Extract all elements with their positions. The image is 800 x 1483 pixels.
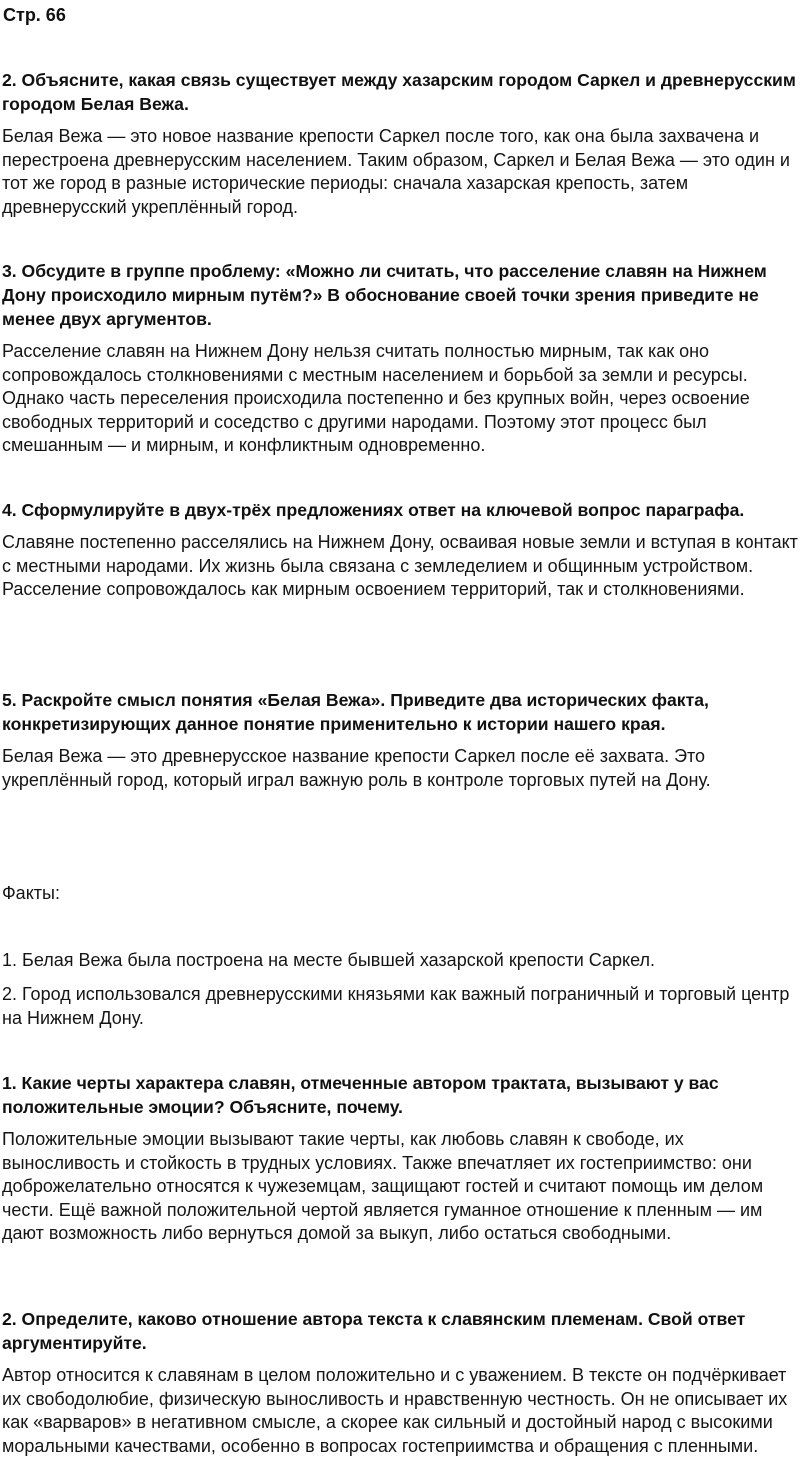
fact-item-1: 1. Белая Вежа была построена на месте бывшей хазарской крепости Саркел.	[2, 950, 656, 970]
question-heading: 2. Определите, каково отношение автора текста к славянским племенам. Свой ответ аргументируйте.	[2, 1309, 746, 1353]
question-heading: 5. Раскройте смысл понятия «Белая Вежа». Приведите два исторических факта, конкретизирующих данное понятие применительно к истории нашего края.	[2, 690, 709, 734]
answer-text: Белая Вежа — это древнерусское название крепости Саркел после её захвата. Это укреплённый город, который играл важную роль в контроле торговых путей на Дону.	[2, 746, 711, 790]
qa-block-sarkel	[2, 68, 798, 219]
qa-block-author-attitude	[2, 1307, 798, 1458]
answer-text: Автор относится к славянам в целом положительно и с уважением. В тексте он подчёркивает их свободолюбие, физическую выносливость и нравственную честность. Он не описывает их как «варваров» в негативном смысле, а скорее как сильный и достойный народ с высокими моральными качествами, особенно в вопросах гостеприимства и обращения с пленными.	[2, 1365, 788, 1456]
answer-text: Положительные эмоции вызывают такие черты, как любовь славян к свободе, их выносливость и стойкость в трудных условиях. Также впечатляет их гостеприимство: они доброжелательно относятся к чужеземцам, защищают гостей и считают помощь им делом чести. Ещё важной положительной чертой является гуманное отношение к пленным — им дают возможность либо вернуться домой за выкуп, либо остаться свободными.	[2, 1129, 764, 1244]
facts-heading: Факты:	[2, 883, 60, 903]
question-heading: 3. Обсудите в группе проблему: «Можно ли считать, что расселение славян на Нижнем Дону происходило мирным путём?» В обоснование своей точки зрения приведите не менее двух аргументов.	[2, 261, 767, 329]
question-heading: 2. Объясните, какая связь существует между хазарским городом Саркел и древнерусским городом Белая Вежа.	[2, 70, 796, 114]
answer-text: Славяне постепенно расселялись на Нижнем Дону, осваивая новые земли и вступая в контакт с местными народами. Их жизнь была связана с земледелием и общинным устройством. Расселение сопровождалось как мирным освоением территорий, так и столкновениями.	[2, 532, 798, 600]
answer-text: Расселение славян на Нижнем Дону нельзя считать полностью мирным, так как оно сопровождалось столкновениями с местным населением и борьбой за земли и ресурсы. Однако часть переселения происходила постепенно и без крупных войн, через освоение свободных территорий и соседство с другими народами. Поэтому этот процесс был смешанным — и мирным, и конфликтным одновременно.	[2, 341, 750, 456]
question-heading: 1. Какие черты характера славян, отмеченные автором трактата, вызывают у вас положительные эмоции? Объясните, почему.	[2, 1073, 719, 1117]
qa-block-settlement-discussion	[2, 259, 798, 458]
fact-item-2: 2. Город использовался древнерусскими князьями как важный пограничный и торговый центр на Нижнем Дону.	[2, 984, 790, 1028]
qa-block-slavic-traits	[2, 1071, 798, 1246]
question-heading: 4. Сформулируйте в двух-трёх предложениях ответ на ключевой вопрос параграфа.	[2, 500, 745, 520]
page-number-label: Стр. 66	[3, 5, 66, 25]
qa-block-belaya-vezha	[2, 688, 798, 792]
qa-block-key-question	[2, 498, 798, 602]
answer-text: Белая Вежа — это новое название крепости Саркел после того, как она была захвачена и перестроена древнерусским населением. Таким образом, Саркел и Белая Вежа — это один и тот же город в разные исторические периоды: сначала хазарская крепость, затем древнерусский укреплённый город.	[2, 126, 790, 217]
